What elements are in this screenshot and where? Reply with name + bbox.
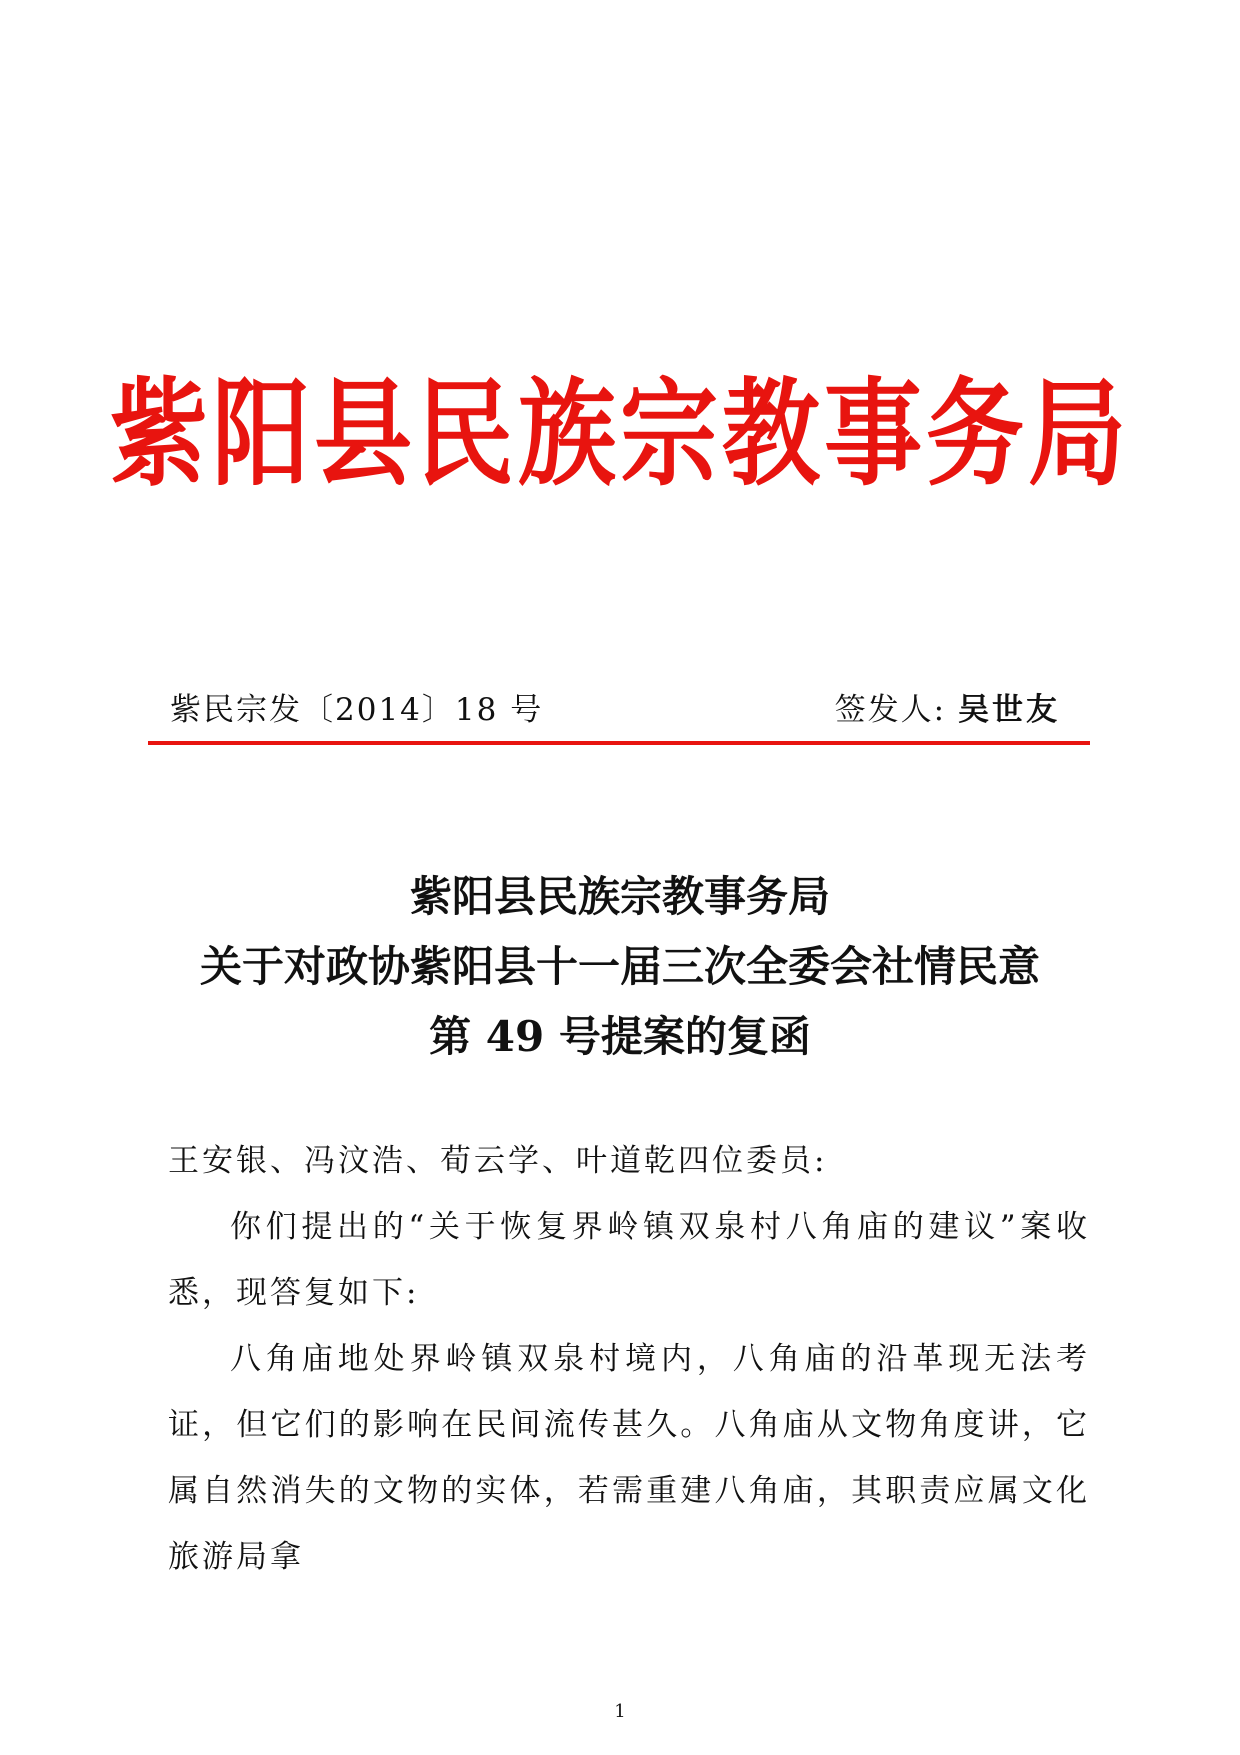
document-number: 紫民宗发〔2014〕18 号 <box>170 692 544 728</box>
title-line-2: 关于对政协紫阳县十一届三次全委会社情民意 <box>199 942 1040 991</box>
letter-body <box>168 1128 1090 1590</box>
title-line-3: 第 49 号提案的复函 <box>429 1012 811 1061</box>
issuer-block <box>835 688 1060 732</box>
title-line-1: 紫阳县民族宗教事务局 <box>409 872 830 921</box>
body-paragraph-2: 八角庙地处界岭镇双泉村境内，八角庙的沿革现无法考证，但它们的影响在民间流传甚久。八角庙从文物角度讲，它属自然消失的文物的实体，若需重建八角庙，其职责应属文化旅游局拿 <box>168 1341 1090 1575</box>
red-separator-rule <box>148 741 1090 745</box>
masthead-agency-name: 紫阳县民族宗教事务局 <box>109 366 1130 503</box>
document-title <box>0 862 1240 1072</box>
salutation: 王安银、冯汶浩、荀云学、叶道乾四位委员: <box>168 1143 828 1179</box>
page-number: 1 <box>614 1701 626 1722</box>
issuer-name: 吴世友 <box>958 692 1060 728</box>
body-paragraph-1: 你们提出的“关于恢复界岭镇双泉村八角庙的建议”案收悉，现答复如下: <box>168 1209 1090 1311</box>
issuer-label: 签发人: <box>834 692 947 728</box>
